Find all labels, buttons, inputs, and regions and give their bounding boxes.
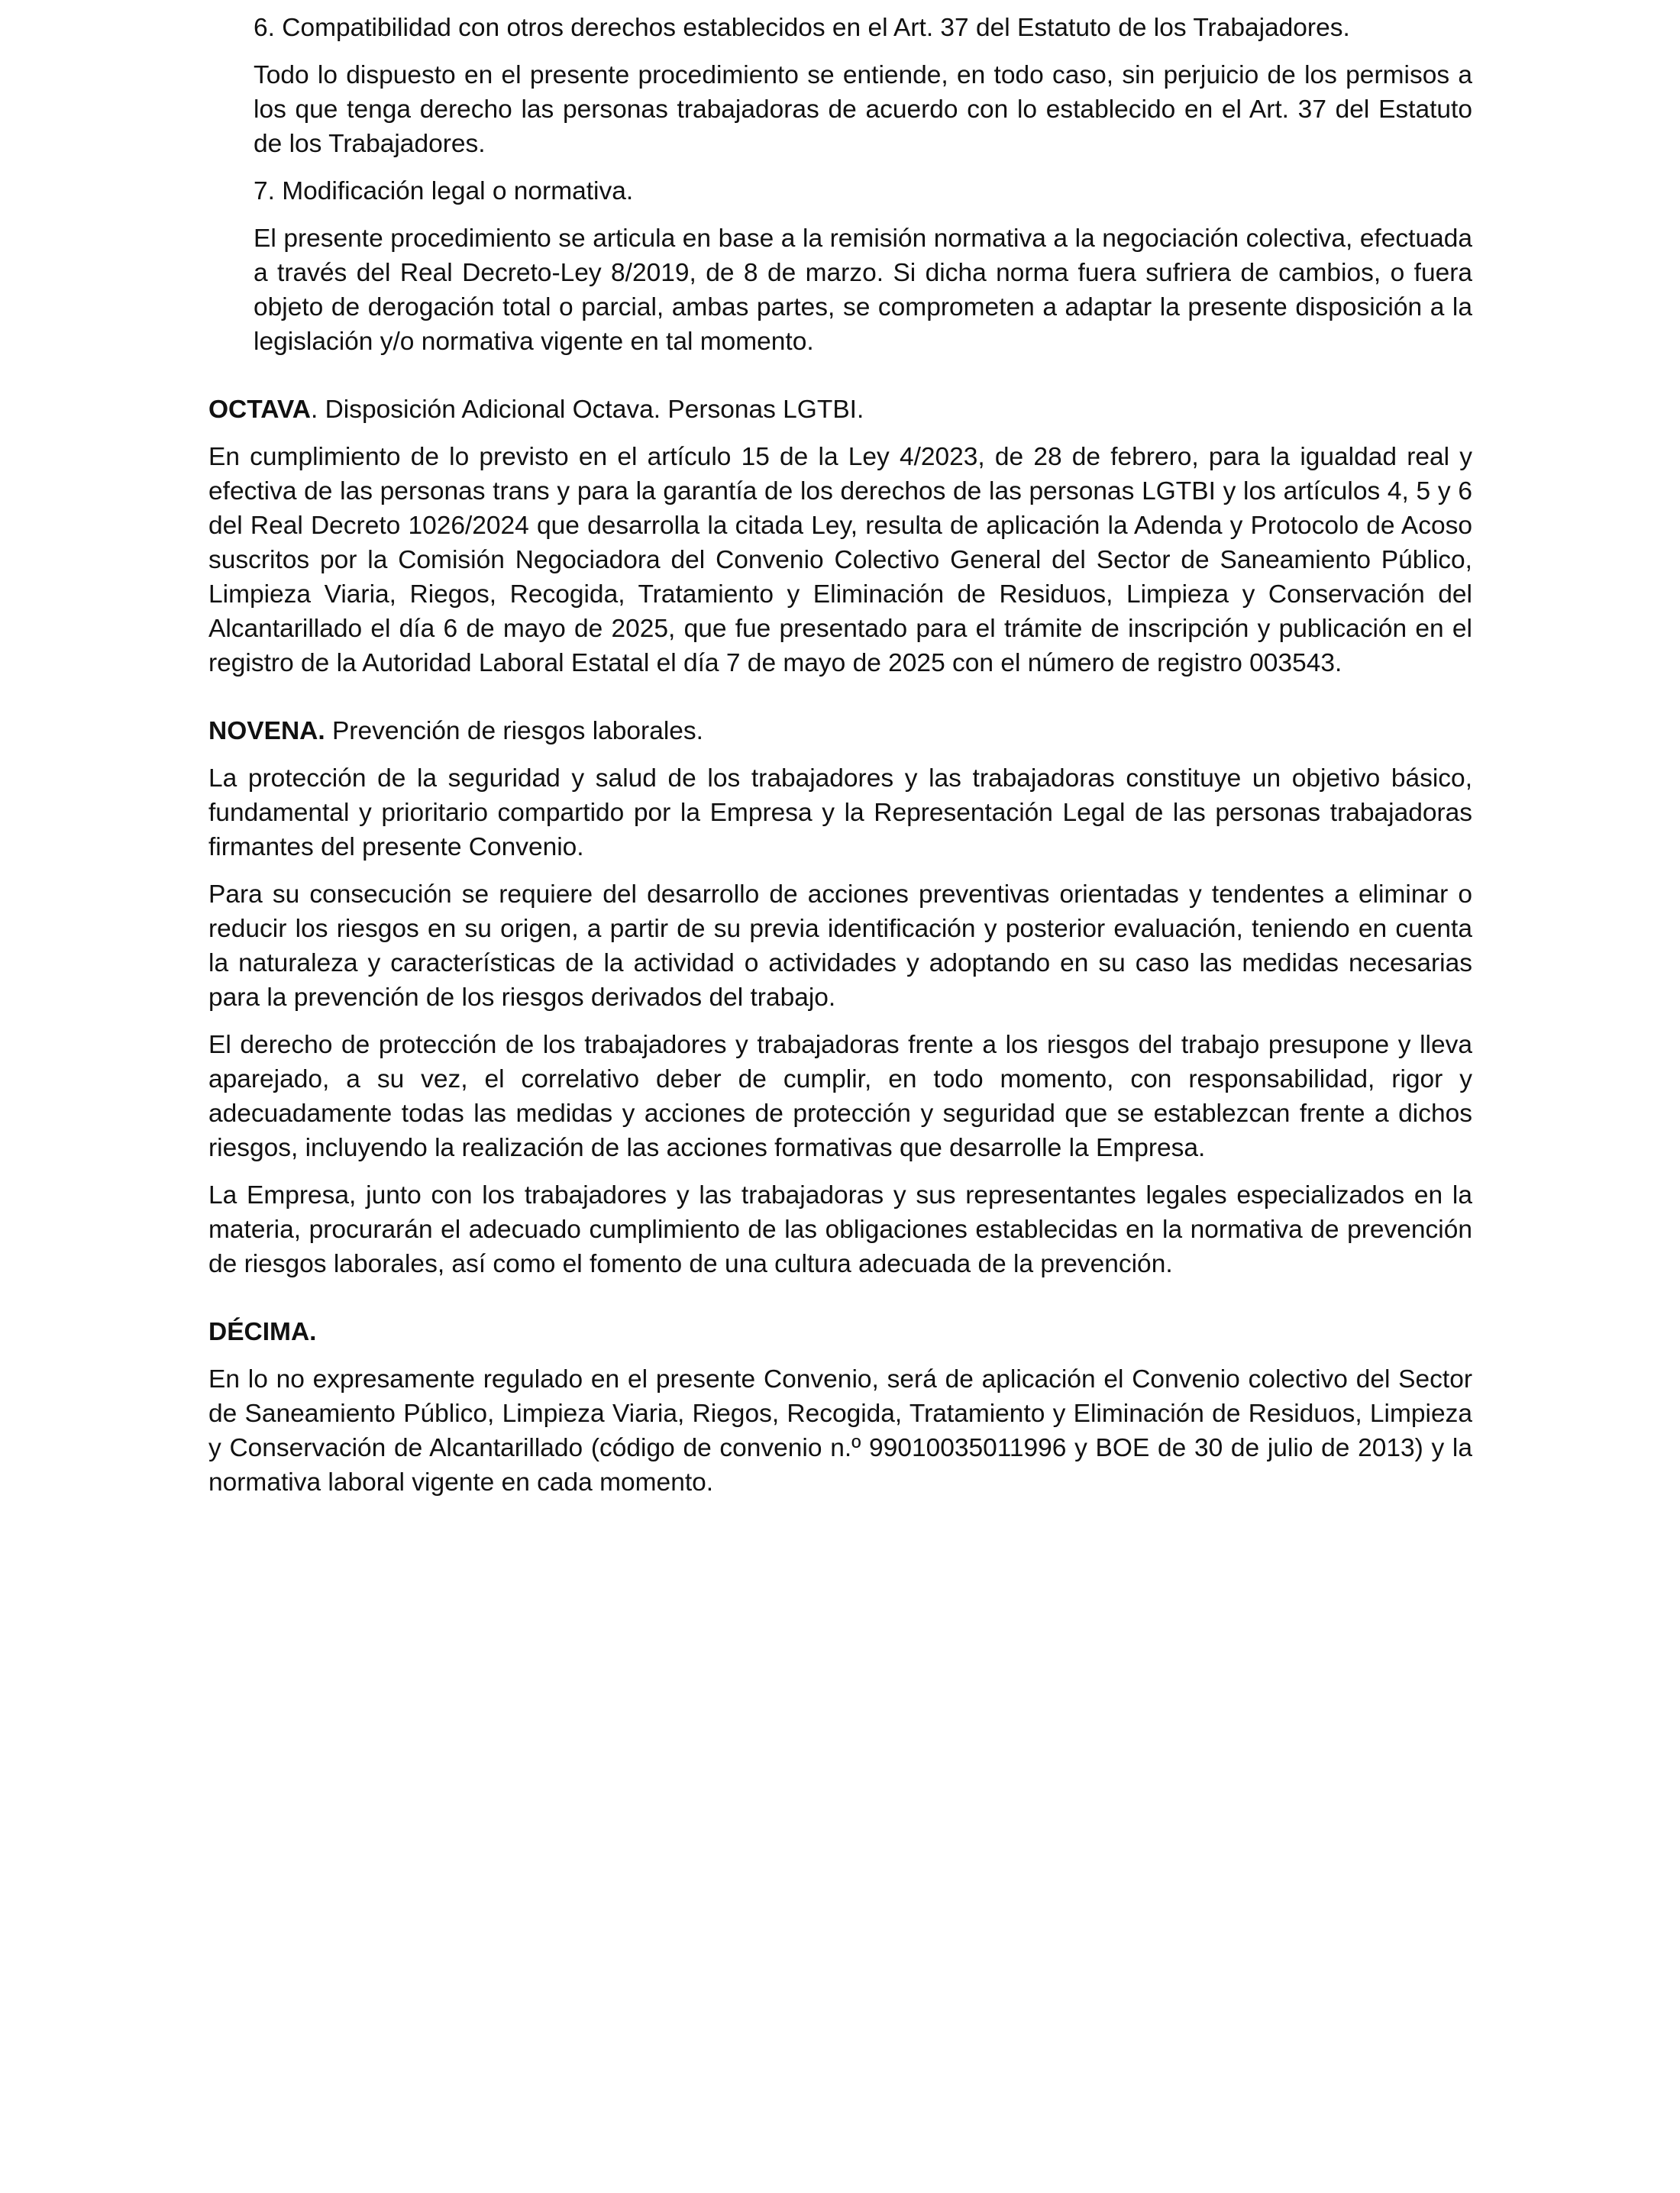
novena-title: Prevención de riesgos laborales.: [325, 717, 703, 745]
novena-heading: [208, 714, 1472, 748]
indented-items: [254, 11, 1472, 359]
novena-paragraph: La protección de la seguridad y salud de los trabajadores y las trabajadoras constituye un objetivo básico, fundamental y prioritario compartido por la Empresa y la Representación Legal de las personas trabajadoras firmantes del presente Convenio.: [208, 764, 1472, 861]
page-content: [208, 11, 1472, 1513]
decima-heading: DÉCIMA.: [208, 1318, 317, 1346]
item-6-title: 6. Compatibilidad con otros derechos establecidos en el Art. 37 del Estatuto de los Trabajadores.: [254, 14, 1350, 42]
decima-body: En lo no expresamente regulado en el presente Convenio, será de aplicación el Convenio colectivo del Sector de Saneamiento Público, Limpieza Viaria, Riegos, Recogida, Tratamiento y Eliminación de Residuos, Limpieza y Conservación de Alcantarillado (código de convenio n.º 99010035011996 y BOE de 30 de julio de 2013) y la normativa laboral vigente en cada momento.: [208, 1365, 1472, 1497]
octava-heading: [208, 392, 1472, 427]
novena-label: NOVENA.: [208, 717, 325, 745]
novena-paragraph: El derecho de protección de los trabajadores y trabajadoras frente a los riesgos del trabajo presupone y lleva aparejado, a su vez, el correlativo deber de cumplir, en todo momento, con responsabilidad, rigor y adecuadamente todas las medidas y acciones de protección y seguridad que se establezcan frente a dichos riesgos, incluyendo la realización de las acciones formativas que desarrolle la Empresa.: [208, 1031, 1472, 1162]
novena-paragraph: La Empresa, junto con los trabajadores y las trabajadoras y sus representantes legales especializados en la materia, procurarán el adecuado cumplimiento de las obligaciones establecidas en la normativa de prevención de riesgos laborales, así como el fomento de una cultura adecuada de la prevención.: [208, 1181, 1472, 1278]
novena-paragraph: Para su consecución se requiere del desarrollo de acciones preventivas orientadas y tendentes a eliminar o reducir los riesgos en su origen, a partir de su previa identificación y posterior evaluación, teniendo en cuenta la naturaleza y características de la actividad o actividades y adoptando en su caso las medidas necesarias para la prevención de los riesgos derivados del trabajo.: [208, 880, 1472, 1012]
item-6-body: Todo lo dispuesto en el presente procedimiento se entiende, en todo caso, sin perjuicio de los permisos a los que tenga derecho las personas trabajadoras de acuerdo con lo establecido en el Art. 37 del Estatuto de los Trabajadores.: [254, 61, 1472, 158]
item-7-body: El presente procedimiento se articula en base a la remisión normativa a la negociación colectiva, efectuada a través del Real Decreto-Ley 8/2019, de 8 de marzo. Si dicha norma fuera sufriera de cambios, o fuera objeto de derogación total o parcial, ambas partes, se comprometen a adaptar la presente disposición a la legislación y/o normativa vigente en tal momento.: [254, 224, 1472, 356]
octava-label: OCTAVA: [208, 396, 311, 424]
octava-body: En cumplimiento de lo previsto en el artículo 15 de la Ley 4/2023, de 28 de febrero, para la igualdad real y efectiva de las personas trans y para la garantía de los derechos de las personas LGTBI y los artículos 4, 5 y 6 del Real Decreto 1026/2024 que desarrolla la citada Ley, resulta de aplicación la Adenda y Protocolo de Acoso suscritos por la Comisión Negociadora del Convenio Colectivo General del Sector de Saneamiento Público, Limpieza Viaria, Riegos, Recogida, Tratamiento y Eliminación de Residuos, Limpieza y Conservación del Alcantarillado el día 6 de mayo de 2025, que fue presentado para el trámite de inscripción y publicación en el registro de la Autoridad Laboral Estatal el día 7 de mayo de 2025 con el número de registro 003543.: [208, 443, 1472, 677]
item-7-title: 7. Modificación legal o normativa.: [254, 177, 634, 205]
octava-title: . Disposición Adicional Octava. Personas LGTBI.: [310, 396, 864, 424]
